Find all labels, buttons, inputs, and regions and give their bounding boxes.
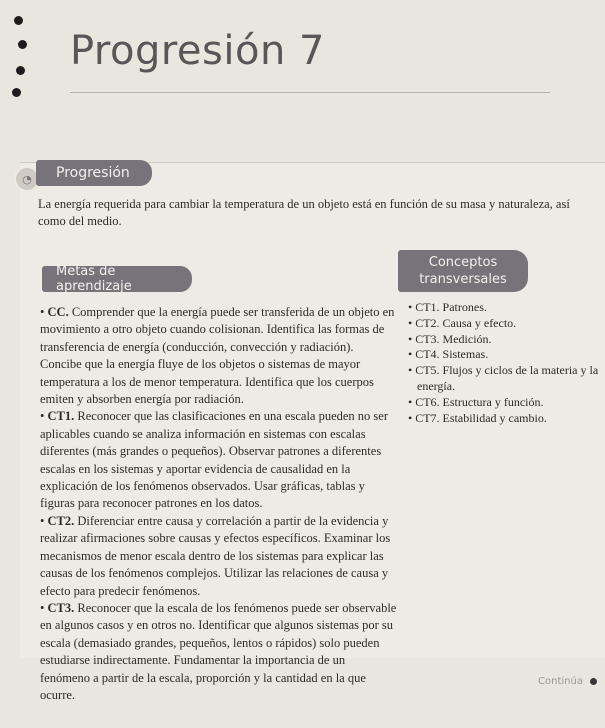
dot-icon: [14, 16, 23, 25]
metas-item: • CT1. Reconocer que las clasificaciones en una escala pueden no ser aplicables cuando se analiza información en sistemas con escalas diferentes (más grandes o pequeños). Observar patrones a diferentes escalas en los sistemas y aportar evidencia de causalidad en la explicación de los fenómenos observados. Usar gráficas, tablas y figuras para reconocer patrones en los datos.: [40, 409, 389, 511]
continua-dot-icon: [590, 678, 597, 685]
metas-item-text: Reconocer que las clasificaciones en una escala pueden no ser aplicables cuando se analiza información en sistemas con escalas diferentes (más grandes o pequeños). Observar patrones a diferentes escalas en los sistemas y aportar evidencia de causalidad en la explicación de los fenómenos observados. Usar gráficas, tablas y figuras para reconocer patrones en los datos.: [40, 409, 389, 511]
title-divider: [70, 92, 550, 93]
progresion-text: La energía requerida para cambiar la temperatura de un objeto está en función de su masa y naturaleza, así como del medio.: [38, 197, 570, 228]
metas-item-code: CT3.: [47, 600, 75, 615]
metas-item-text: Diferenciar entre causa y correlación a partir de la evidencia y realizar afirmaciones sobre causas y efectos específicos. Examinar los mecanismos de menor escala dentro de los sistemas para explicar las causas de los fenómenos complejos. Utilizar las relaciones de causa y efecto para predecir fenómenos.: [40, 513, 391, 598]
decorative-dots: [8, 10, 38, 100]
concepto-item: • CT2. Causa y efecto.: [408, 316, 603, 332]
conceptos-label-line2: transversales: [419, 272, 507, 287]
conceptos-list: [408, 300, 603, 426]
metas-item: • CT2. Diferenciar entre causa y correlación a partir de la evidencia y realizar afirmaciones sobre causas y efectos específicos. Examinar los mecanismos de menor escala dentro de los sistemas para explicar las causas de los fenómenos complejos. Utilizar las relaciones de causa y efecto para predecir fenómenos.: [40, 513, 391, 598]
metas-item: • CT3. Reconocer que la escala de los fenómenos puede ser observable en algunos casos y en otros no. Identificar que algunos sistemas por su escala (demasiado grandes, pequeños, lentos o rápidos) solo pueden estudiarse indirectamente. Fundamentar la importancia de un fenómeno a partir de la escala, proporción y la cantidad en la que ocurre.: [40, 600, 397, 702]
dot-icon: [12, 88, 21, 97]
metas-list: [40, 304, 398, 704]
metas-item-code: CC.: [47, 305, 69, 319]
conceptos-label: [398, 250, 528, 292]
concepto-item: • CT6. Estructura y función.: [408, 395, 603, 411]
metas-item-code: CT1.: [47, 409, 75, 424]
dot-icon: [18, 40, 27, 49]
progresion-label: Progresión: [36, 160, 152, 186]
concepto-item: • CT3. Medición.: [408, 332, 603, 348]
concepto-item: • CT4. Sistemas.: [408, 347, 603, 363]
conceptos-label-line1: Conceptos: [428, 255, 498, 270]
dot-icon: [16, 66, 25, 75]
metas-item-text: Comprender que la energía puede ser transferida de un objeto en movimiento a otro objeto cuando colisionan. Identifica las formas de transferencia de energía (conducción, convección y radiación). Concibe que la energía fluye de los objetos o sistemas de mayor temperatura a los de menor temperatura. Identifica que los cuerpos emiten y absorben energía por radiación.: [40, 305, 395, 407]
concepto-item: • CT1. Patrones.: [408, 300, 603, 316]
progresion-icon: ◔: [14, 166, 40, 192]
continua-label: Continúa: [538, 676, 583, 687]
metas-item-code: CT2.: [47, 513, 75, 528]
page-title: Progresión 7: [70, 28, 325, 74]
metas-label: Metas de aprendizaje: [42, 266, 192, 292]
metas-item: • CC. Comprender que la energía puede ser transferida de un objeto en movimiento a otro objeto cuando colisionan. Identifica las formas de transferencia de energía (conducción, convección y radiación). Concibe que la energía fluye de los objetos o sistemas de mayor temperatura a los de menor temperatura. Identifica que los cuerpos emiten y absorben energía por radiación.: [40, 305, 395, 407]
concepto-item: • CT7. Estabilidad y cambio.: [408, 411, 603, 427]
concepto-item: • CT5. Flujos y ciclos de la materia y la energía.: [408, 363, 603, 395]
metas-item-text: Reconocer que la escala de los fenómenos puede ser observable en algunos casos y en otros no. Identificar que algunos sistemas por su escala (demasiado grandes, pequeños, lentos o rápidos) solo pueden estudiarse indirectamente. Fundamentar la importancia de un fenómeno a partir de la escala, proporción y la cantidad en la que ocurre.: [40, 600, 397, 702]
